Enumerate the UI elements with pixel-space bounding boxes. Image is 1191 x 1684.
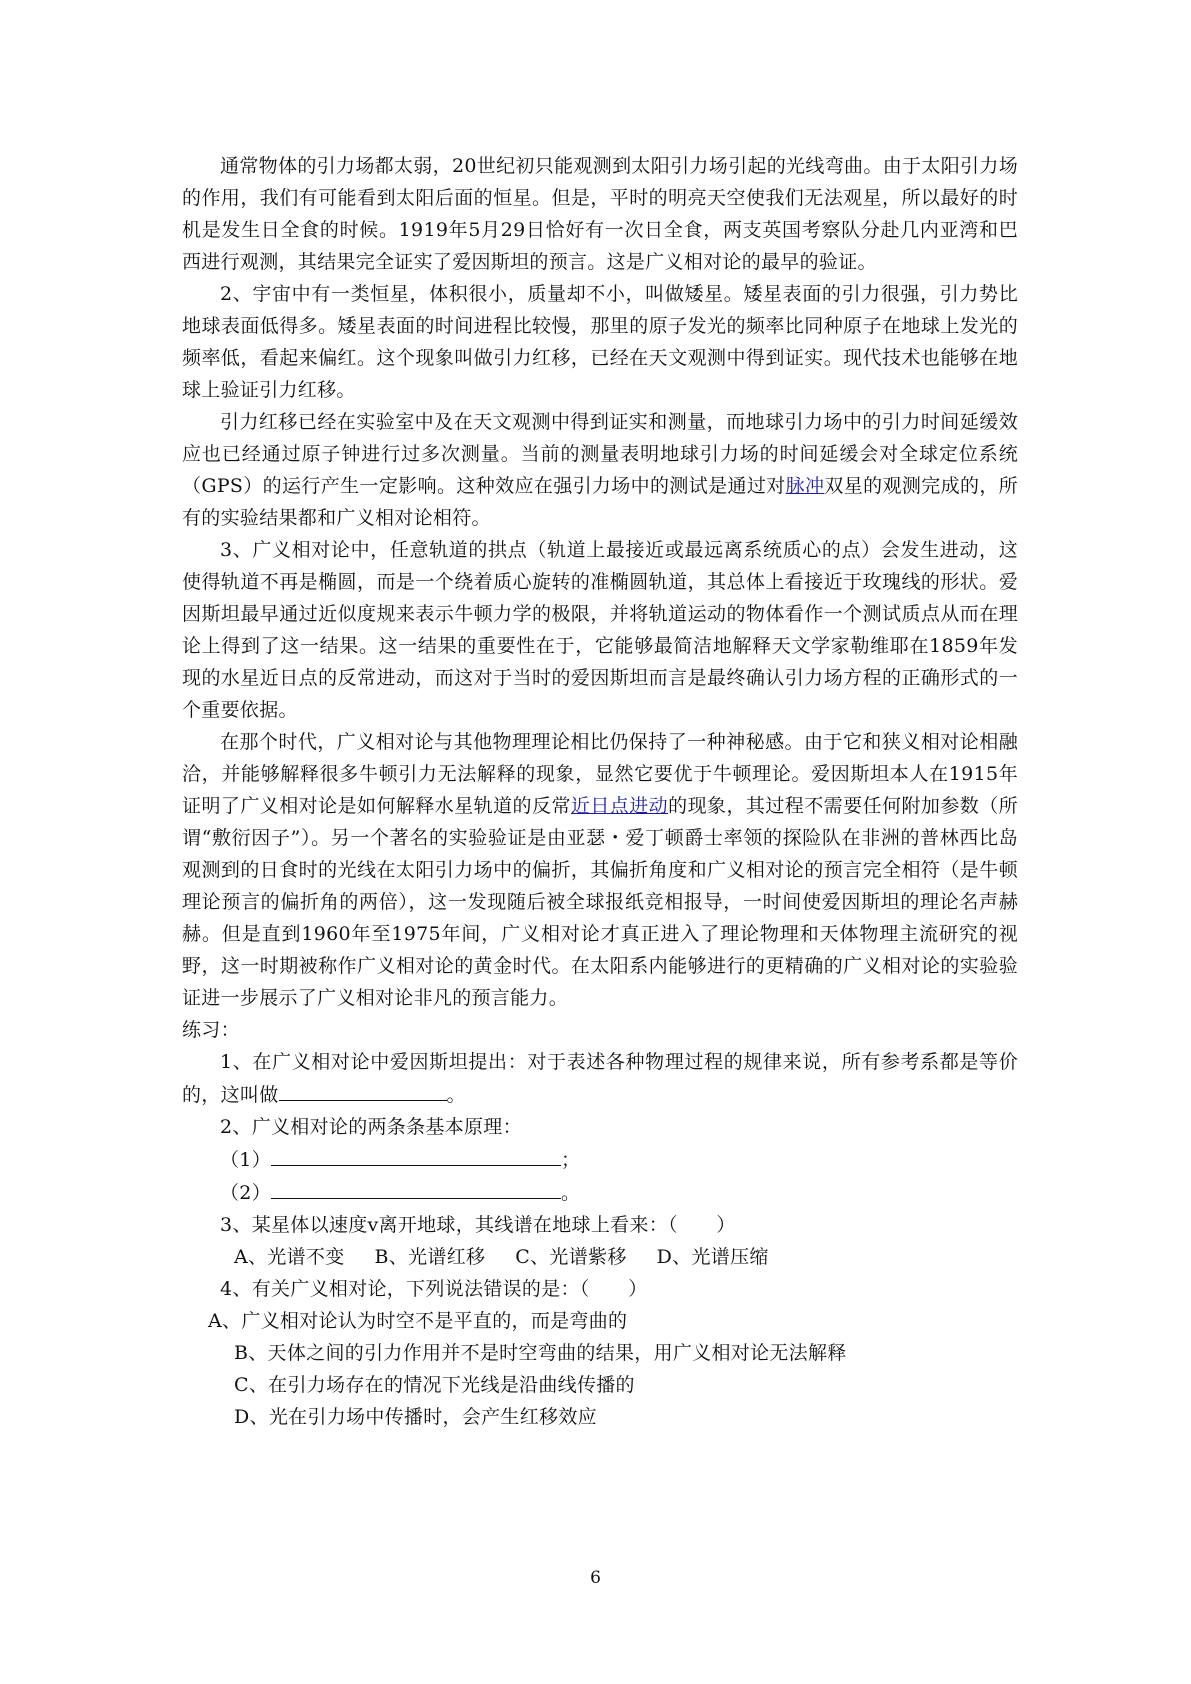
question-3-options — [182, 1241, 1018, 1273]
question-3-option-b[interactable]: B、光谱红移 — [374, 1246, 486, 1268]
question-1-text: 1、在广义相对论中爱因斯坦提出：对于表述各种物理过程的规律来说，所有参考系都是等价的，这叫做 — [182, 1051, 1018, 1106]
question-3: 3、某星体以速度v离开地球，其线谱在地球上看来：（ ） — [220, 1214, 736, 1236]
question-4-option-d[interactable]: D、光在引力场中传播时，会产生红移效应 — [234, 1406, 597, 1428]
page-content — [182, 150, 1018, 1433]
paragraph-time-dilation-text-end: 双星的观测完成的，所有的实验结果都和广义相对论相符。 — [182, 475, 1018, 529]
answer-blank-2-2[interactable] — [271, 1176, 561, 1199]
paragraph-time-dilation-text: 引力红移已经在实验室中及在天文观测中得到证实和测量，而地球引力场中的引力时间延缓效应也已经通过原子钟进行过多次测量。当前的测量表明地球引力场的时间延缓会对全球定位系统（GPS）的运行产生一定影响。这种效应在强引力场中的测试是通过对 — [182, 411, 1018, 497]
question-1-end: 。 — [446, 1084, 466, 1106]
pulsar-link[interactable]: 脉冲 — [785, 475, 825, 497]
question-4-option-c[interactable]: C、在引力场存在的情况下光线是沿曲线传播的 — [234, 1374, 635, 1396]
question-3-option-a[interactable]: A、光谱不变 — [234, 1246, 345, 1268]
answer-blank-2-1[interactable] — [271, 1143, 561, 1166]
question-3-option-d[interactable]: D、光谱压缩 — [656, 1246, 769, 1268]
question-2-item-2 — [182, 1176, 1018, 1209]
perihelion-precession-link[interactable]: 近日点进动 — [570, 795, 669, 817]
question-2-item-1-label: （1） — [220, 1149, 271, 1171]
question-3-option-c[interactable]: C、光谱紫移 — [515, 1246, 627, 1268]
page-number: 6 — [590, 1568, 601, 1588]
question-4-option-a[interactable]: A、广义相对论认为时空不是平直的，而是弯曲的 — [208, 1310, 628, 1332]
paragraph-history-text: 在那个时代，广义相对论与其他物理理论相比仍保持了一种神秘感。由于它和狭义相对论相融洽，并能够解释很多牛顿引力无法解释的现象，显然它要优于牛顿理论。爱因斯坦本人在1915年证明了广义相对论是如何解释水星轨道的反常 — [182, 731, 1018, 817]
question-2-item-2-label: （2） — [220, 1182, 271, 1204]
question-2-item-1-end: ； — [561, 1149, 581, 1171]
question-2-item-1 — [182, 1143, 1018, 1176]
paragraph-perihelion-precession: 3、广义相对论中，任意轨道的拱点（轨道上最接近或最远离系统质心的点）会发生进动，这使得轨道不再是椭圆，而是一个绕着质心旋转的准椭圆轨道，其总体上看接近于玫瑰线的形状。爱因斯坦最早通过近似度规来表示牛顿力学的极限，并将轨道运动的物体看作一个测试质点从而在理论上得到了这一结果。这一结果的重要性在于，它能够最简洁地解释天文学家勒维耶在1859年发现的水星近日点的反常进动，而这对于当时的爱因斯坦而言是最终确认引力场方程的正确形式的一个重要依据。 — [182, 539, 1018, 721]
question-1 — [182, 1046, 1018, 1111]
answer-blank-1[interactable] — [279, 1078, 447, 1101]
paragraph-gravitational-redshift: 2、宇宙中有一类恒星，体积很小，质量却不小，叫做矮星。矮星表面的引力很强，引力势比地球表面低得多。矮星表面的时间进程比较慢，那里的原子发光的频率比同种原子在地球上发光的频率低，看起来偏红。这个现象叫做引力红移，已经在天文观测中得到证实。现代技术也能够在地球上验证引力红移。 — [182, 283, 1018, 401]
exercise-heading: 练习： — [182, 1019, 240, 1041]
question-2: 2、广义相对论的两条条基本原理： — [220, 1116, 522, 1138]
paragraph-light-bending: 通常物体的引力场都太弱，20世纪初只能观测到太阳引力场引起的光线弯曲。由于太阳引力场的作用，我们有可能看到太阳后面的恒星。但是，平时的明亮天空使我们无法观星，所以最好的时机是发生日全食的时候。1919年5月29日恰好有一次日全食，两支英国考察队分赴几内亚湾和巴西进行观测，其结果完全证实了爱因斯坦的预言。这是广义相对论的最早的验证。 — [182, 155, 1018, 273]
question-2-item-2-end: 。 — [561, 1182, 581, 1204]
paragraph-history-text-end: 的现象，其过程不需要任何附加参数（所谓“敷衍因子”）。另一个著名的实验验证是由亚瑟・爱丁顿爵士率领的探险队在非洲的普林西比岛观测到的日食时的光线在太阳引力场中的偏折，其偏折角度和广义相对论的预言完全相符（是牛顿理论预言的偏折角的两倍），这一发现随后被全球报纸竞相报导，一时间使爱因斯坦的理论名声赫赫。但是直到1960年至1975年间，广义相对论才真正进入了理论物理和天体物理主流研究的视野，这一时期被称作广义相对论的黄金时代。在太阳系内能够进行的更精确的广义相对论的实验验证进一步展示了广义相对论非凡的预言能力。 — [182, 795, 1018, 1009]
paragraph-time-dilation — [182, 406, 1018, 534]
question-4: 4、有关广义相对论，下列说法错误的是：（ ） — [220, 1278, 648, 1300]
paragraph-history — [182, 726, 1018, 1014]
question-4-option-b[interactable]: B、天体之间的引力作用并不是时空弯曲的结果，用广义相对论无法解释 — [234, 1342, 847, 1364]
